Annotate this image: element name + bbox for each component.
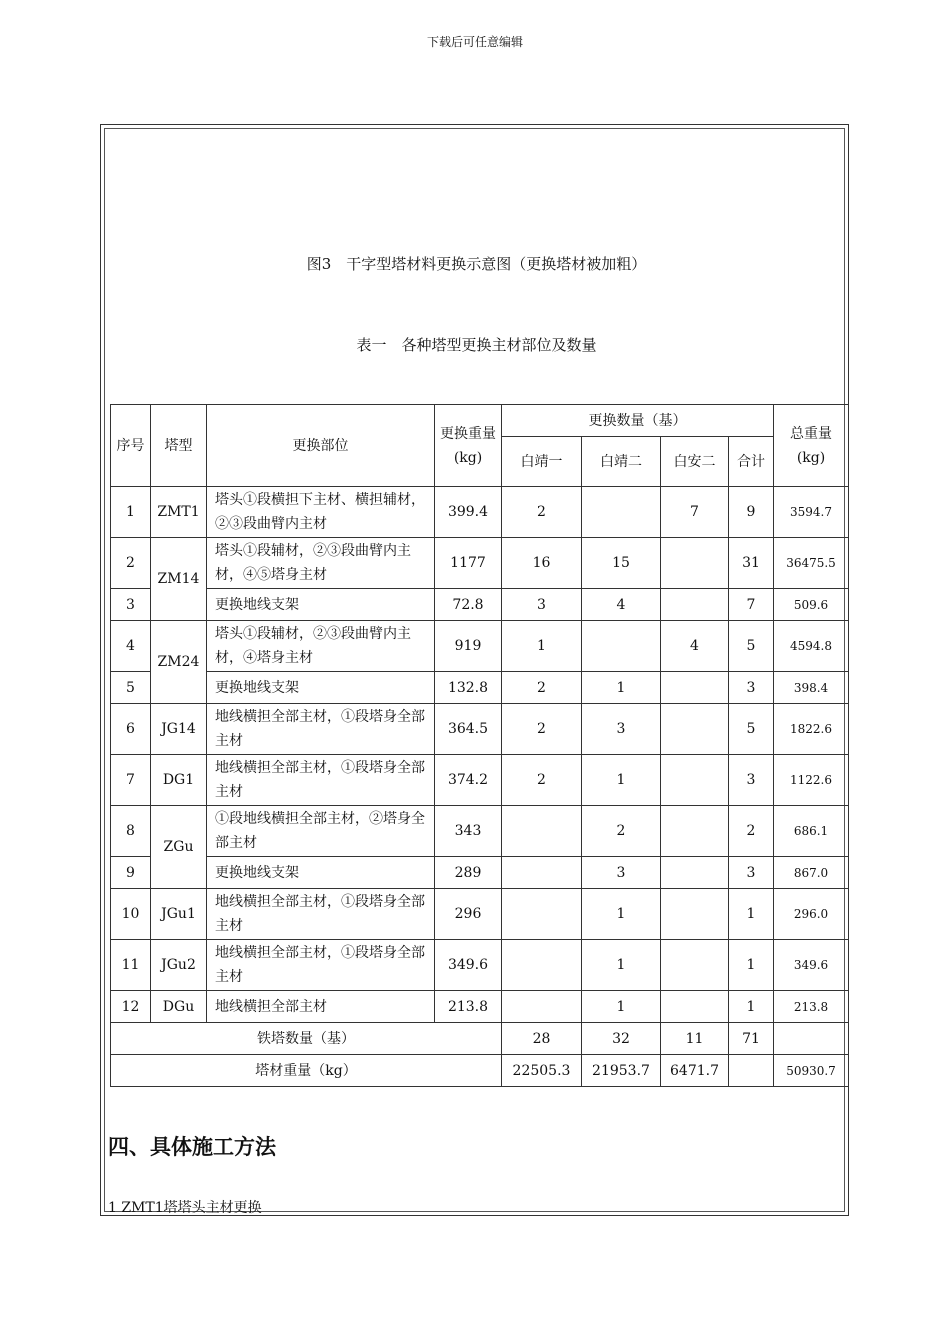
cell-seq: 10	[111, 889, 151, 940]
table-row	[111, 991, 849, 1023]
cell-total: 509.6	[774, 589, 849, 621]
cell-ba2	[661, 889, 729, 940]
cell-bj2	[582, 487, 661, 538]
cell-part: 地线横担全部主材，①段塔身全部主材	[207, 704, 435, 755]
cell-bj1: 22505.3	[502, 1055, 582, 1087]
cell-bj2: 1	[582, 755, 661, 806]
cell-sum: 31	[729, 538, 774, 589]
cell-bj1: 2	[502, 704, 582, 755]
table-row	[111, 857, 849, 889]
cell-bj2: 21953.7	[582, 1055, 661, 1087]
cell-sum: 71	[729, 1023, 774, 1055]
cell-seq: 8	[111, 806, 151, 857]
cell-type: JGu1	[151, 889, 207, 940]
cell-part: 塔头①段辅材，②③段曲臂内主材，④塔身主材	[207, 621, 435, 672]
table-row	[111, 589, 849, 621]
cell-ba2	[661, 589, 729, 621]
header-bj2: 白靖二	[582, 437, 661, 487]
table-row	[111, 704, 849, 755]
cell-sum: 7	[729, 589, 774, 621]
cell-seq: 2	[111, 538, 151, 589]
header-part: 更换部位	[207, 405, 435, 487]
cell-total: 349.6	[774, 940, 849, 991]
count-row-label: 铁塔数量（基）	[111, 1023, 502, 1055]
cell-sum: 3	[729, 755, 774, 806]
cell-ba2	[661, 755, 729, 806]
cell-bj1	[502, 857, 582, 889]
cell-part: 地线横担全部主材	[207, 991, 435, 1023]
cell-part: 地线横担全部主材，①段塔身全部主材	[207, 940, 435, 991]
cell-part: 塔头①段横担下主材、横担辅材，②③段曲臂内主材	[207, 487, 435, 538]
cell-weight: 1177	[435, 538, 502, 589]
cell-seq: 5	[111, 672, 151, 704]
header-qty-group: 更换数量（基）	[502, 405, 774, 437]
cell-bj2: 1	[582, 940, 661, 991]
cell-seq: 12	[111, 991, 151, 1023]
table-row	[111, 755, 849, 806]
weight-row-label: 塔材重量（kg）	[111, 1055, 502, 1087]
cell-bj2: 1	[582, 889, 661, 940]
replacement-table	[110, 404, 849, 1087]
cell-part: ①段地线横担全部主材，②塔身全部主材	[207, 806, 435, 857]
cell-type: ZM14	[151, 538, 207, 621]
cell-type: JG14	[151, 704, 207, 755]
cell-sum: 3	[729, 672, 774, 704]
cell-weight: 364.5	[435, 704, 502, 755]
cell-bj1: 28	[502, 1023, 582, 1055]
cell-bj1: 2	[502, 487, 582, 538]
cell-bj2: 3	[582, 857, 661, 889]
cell-total: 296.0	[774, 889, 849, 940]
cell-part: 更换地线支架	[207, 857, 435, 889]
cell-type: DGu	[151, 991, 207, 1023]
cell-total: 686.1	[774, 806, 849, 857]
cell-part: 地线横担全部主材，①段塔身全部主材	[207, 889, 435, 940]
cell-seq: 4	[111, 621, 151, 672]
table-row	[111, 487, 849, 538]
cell-seq: 1	[111, 487, 151, 538]
cell-sum: 2	[729, 806, 774, 857]
weight-row	[111, 1055, 849, 1087]
cell-weight: 289	[435, 857, 502, 889]
cell-weight: 374.2	[435, 755, 502, 806]
cell-bj1: 3	[502, 589, 582, 621]
cell-bj2: 2	[582, 806, 661, 857]
cell-bj1: 16	[502, 538, 582, 589]
cell-total: 213.8	[774, 991, 849, 1023]
content-frame	[100, 124, 849, 1216]
cell-seq: 11	[111, 940, 151, 991]
cell-weight: 72.8	[435, 589, 502, 621]
page-header-note: 下载后可任意编辑	[426, 35, 523, 49]
cell-bj2: 4	[582, 589, 661, 621]
section-title: 四、具体施工方法	[108, 1134, 276, 1159]
cell-ba2	[661, 672, 729, 704]
cell-ba2: 11	[661, 1023, 729, 1055]
cell-weight: 399.4	[435, 487, 502, 538]
cell-part: 地线横担全部主材，①段塔身全部主材	[207, 755, 435, 806]
cell-sum: 5	[729, 621, 774, 672]
cell-sum: 5	[729, 704, 774, 755]
cell-type: JGu2	[151, 940, 207, 991]
cell-ba2: 6471.7	[661, 1055, 729, 1087]
cell-sum: 1	[729, 991, 774, 1023]
cell-weight: 296	[435, 889, 502, 940]
cell-bj1: 2	[502, 755, 582, 806]
cell-weight: 349.6	[435, 940, 502, 991]
cell-bj2: 32	[582, 1023, 661, 1055]
header-total: 总重量(kg)	[774, 405, 849, 487]
cell-weight: 213.8	[435, 991, 502, 1023]
cell-ba2	[661, 806, 729, 857]
cell-total: 3594.7	[774, 487, 849, 538]
cell-type: ZGu	[151, 806, 207, 889]
cell-weight: 343	[435, 806, 502, 857]
cell-sum: 3	[729, 857, 774, 889]
cell-ba2	[661, 940, 729, 991]
cell-part: 更换地线支架	[207, 672, 435, 704]
cell-bj2: 1	[582, 991, 661, 1023]
cell-ba2	[661, 857, 729, 889]
cell-total: 867.0	[774, 857, 849, 889]
cell-bj2: 15	[582, 538, 661, 589]
cell-sum: 1	[729, 889, 774, 940]
cell-total: 50930.7	[774, 1055, 849, 1087]
cell-ba2	[661, 991, 729, 1023]
cell-total: 4594.8	[774, 621, 849, 672]
table-row	[111, 940, 849, 991]
cell-seq: 9	[111, 857, 151, 889]
cell-bj1: 2	[502, 672, 582, 704]
cell-total: 398.4	[774, 672, 849, 704]
table-row	[111, 621, 849, 672]
cell-total: 1822.6	[774, 704, 849, 755]
header-sum: 合计	[729, 437, 774, 487]
table-row	[111, 889, 849, 940]
cell-weight: 919	[435, 621, 502, 672]
cell-bj2: 3	[582, 704, 661, 755]
cell-total: 36475.5	[774, 538, 849, 589]
table-caption: 表一 各种塔型更换主材部位及数量	[356, 336, 597, 354]
cell-sum: 1	[729, 940, 774, 991]
cell-total	[774, 1023, 849, 1055]
cell-ba2: 7	[661, 487, 729, 538]
cell-seq: 7	[111, 755, 151, 806]
subsection-title: 1 ZMT1塔塔头主材更换	[108, 1200, 262, 1216]
cell-bj2: 1	[582, 672, 661, 704]
cell-sum: 9	[729, 487, 774, 538]
cell-bj1	[502, 940, 582, 991]
cell-sum	[729, 1055, 774, 1087]
header-type: 塔型	[151, 405, 207, 487]
header-bj1: 白靖一	[502, 437, 582, 487]
header-ba2: 白安二	[661, 437, 729, 487]
cell-ba2: 4	[661, 621, 729, 672]
table-row	[111, 672, 849, 704]
cell-part: 更换地线支架	[207, 589, 435, 621]
cell-ba2	[661, 538, 729, 589]
cell-bj1	[502, 889, 582, 940]
cell-seq: 6	[111, 704, 151, 755]
cell-bj1	[502, 806, 582, 857]
figure-caption: 图3 干字型塔材料更换示意图（更换塔材被加粗）	[306, 255, 647, 273]
cell-type: ZMT1	[151, 487, 207, 538]
table-row	[111, 538, 849, 589]
header-seq: 序号	[111, 405, 151, 487]
cell-part: 塔头①段辅材，②③段曲臂内主材，④⑤塔身主材	[207, 538, 435, 589]
cell-total: 1122.6	[774, 755, 849, 806]
count-row	[111, 1023, 849, 1055]
cell-bj1	[502, 991, 582, 1023]
header-weight: 更换重量(kg)	[435, 405, 502, 487]
content-frame-inner	[104, 128, 845, 1216]
cell-weight: 132.8	[435, 672, 502, 704]
cell-type: ZM24	[151, 621, 207, 704]
cell-bj2	[582, 621, 661, 672]
cell-bj1: 1	[502, 621, 582, 672]
cell-seq: 3	[111, 589, 151, 621]
cell-type: DG1	[151, 755, 207, 806]
cell-ba2	[661, 704, 729, 755]
table-row	[111, 806, 849, 857]
